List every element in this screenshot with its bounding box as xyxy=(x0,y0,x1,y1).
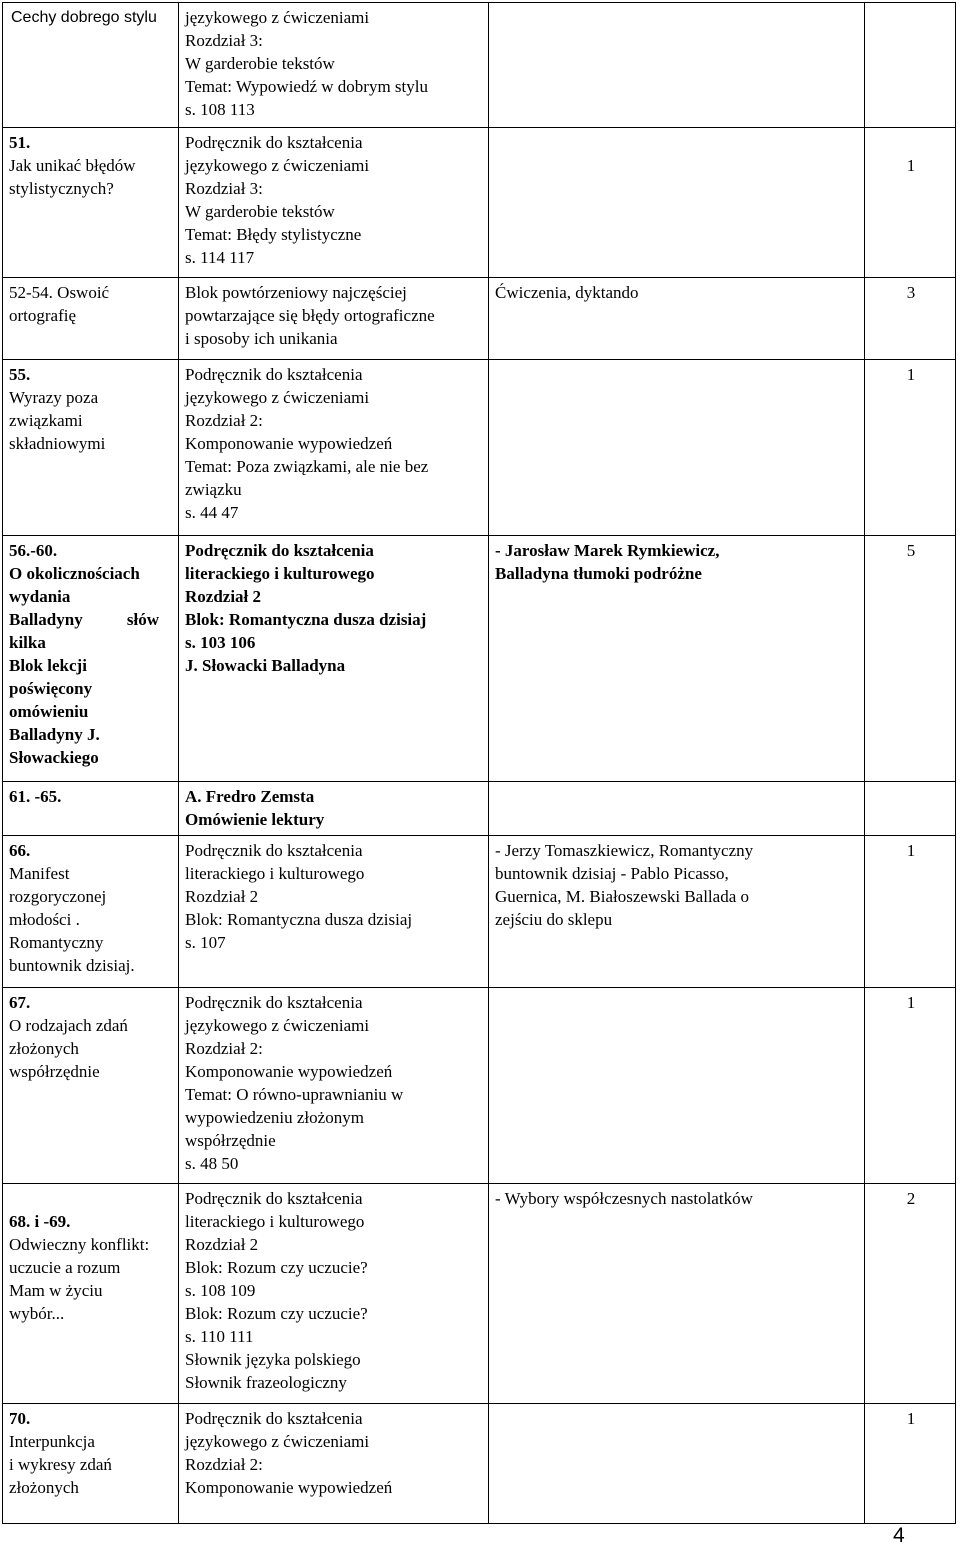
material-line: Temat: Błędy stylistyczne xyxy=(185,225,362,244)
material-line: Podręcznik do kształcenia xyxy=(185,133,363,152)
topic-line: składniowymi xyxy=(9,434,106,453)
topic-line: O rodzajach zdań xyxy=(9,1016,128,1035)
material-line: s. 110 111 xyxy=(185,1327,254,1346)
material-cell xyxy=(179,782,489,836)
topic-line: Balladyny słów xyxy=(9,610,159,629)
activities-cell xyxy=(489,128,865,278)
material-cell xyxy=(179,1184,489,1404)
topic-line: omówieniu xyxy=(9,702,89,721)
material-line: Rozdział 2: xyxy=(185,411,263,430)
topic-line: wybór... xyxy=(9,1304,65,1323)
topic-line: poświęcony xyxy=(9,679,93,698)
material-line: Temat: O równo-uprawnianiu w xyxy=(185,1085,404,1104)
material-line: Podręcznik do kształcenia xyxy=(185,841,363,860)
page-number: 4 xyxy=(893,1524,905,1547)
lesson-number: 70. xyxy=(9,1409,31,1428)
material-line: Podręcznik do kształcenia xyxy=(185,993,363,1012)
topic-cell xyxy=(3,128,179,278)
material-line: powtarzające się błędy ortograficzne xyxy=(185,306,435,325)
lesson-number: 68. i -69. xyxy=(9,1212,71,1231)
topic-line: O okolicznościach xyxy=(9,564,140,583)
activities-cell xyxy=(489,536,865,782)
material-line: Rozdział 2 xyxy=(185,887,259,906)
material-line: Rozdział 3: xyxy=(185,31,263,50)
topic-line: Balladyny J. xyxy=(9,725,100,744)
topic-line: Mam w życiu xyxy=(9,1281,103,1300)
lesson-number: 55. xyxy=(9,365,31,384)
topic-line: Blok lekcji xyxy=(9,656,87,675)
topic-cell xyxy=(3,782,179,836)
material-cell xyxy=(179,836,489,988)
material-line: Podręcznik do kształcenia xyxy=(185,541,374,560)
hours-cell xyxy=(865,128,956,278)
topic-line: 52-54. Oswoić ortografię xyxy=(9,283,110,325)
material-cell xyxy=(179,360,489,536)
material-line: J. Słowacki Balladyna xyxy=(185,656,346,675)
hours-cell: 1 xyxy=(865,1404,956,1524)
hours-cell xyxy=(865,3,956,128)
material-cell xyxy=(179,988,489,1184)
material-line: s. 103 106 xyxy=(185,633,256,652)
material-line: Komponowanie wypowiedzeń xyxy=(185,1062,393,1081)
material-line: literackiego i kulturowego xyxy=(185,1212,365,1231)
table-row xyxy=(3,278,956,360)
activity-line: - Jarosław Marek Rymkiewicz, xyxy=(495,541,720,560)
topic-line: kilka xyxy=(9,633,46,652)
material-line: i sposoby ich unikania xyxy=(185,329,338,348)
table-row xyxy=(3,3,956,128)
topic-line: i wykresy zdań xyxy=(9,1455,112,1474)
material-line: związku xyxy=(185,480,242,499)
hours-cell: 3 xyxy=(865,278,956,360)
activities-cell xyxy=(489,360,865,536)
topic-line: Cechy dobrego stylu xyxy=(11,9,157,26)
topic-line: Wyrazy poza xyxy=(9,388,99,407)
topic-line: Odwieczny konflikt: xyxy=(9,1235,150,1254)
material-line: Słownik frazeologiczny xyxy=(185,1373,347,1392)
table-row xyxy=(3,782,956,836)
topic-line: złożonych xyxy=(9,1478,79,1497)
table-row xyxy=(3,360,956,536)
material-line: s. 48 50 xyxy=(185,1154,239,1173)
table-row xyxy=(3,1184,956,1404)
hours-cell: 1 xyxy=(865,988,956,1184)
topic-line: Słowackiego xyxy=(9,748,99,767)
topic-line: Jak unikać błędów stylistycznych? xyxy=(9,156,136,198)
material-cell xyxy=(179,3,489,128)
activity-line: Ćwiczenia, dyktando xyxy=(495,283,639,302)
material-line: s. 44 47 xyxy=(185,503,239,522)
hours-cell: 5 xyxy=(865,536,956,782)
material-line: Blok: Romantyczna dusza dzisiaj xyxy=(185,910,413,929)
material-line: językowego z ćwiczeniami xyxy=(185,388,370,407)
topic-line: wydania xyxy=(9,587,71,606)
activities-cell xyxy=(489,1404,865,1524)
material-line: współrzędnie xyxy=(185,1131,276,1150)
material-line: Podręcznik do kształcenia xyxy=(185,1189,363,1208)
material-line: Blok powtórzeniowy najczęściej xyxy=(185,283,407,302)
table-row xyxy=(3,988,956,1184)
lesson-number: 56.-60. xyxy=(9,541,58,560)
material-line: Blok: Romantyczna dusza dzisiaj xyxy=(185,610,427,629)
material-line: s. 114 117 xyxy=(185,248,255,267)
material-line: Temat: Wypowiedź w dobrym stylu xyxy=(185,77,428,96)
table-row xyxy=(3,536,956,782)
hours-value: 1 xyxy=(906,156,916,175)
activity-line: Balladyna tłumoki podróżne xyxy=(495,564,702,583)
lesson-number: 66. xyxy=(9,841,31,860)
material-line: s. 108 109 xyxy=(185,1281,256,1300)
material-line: Temat: Poza związkami, ale nie bez xyxy=(185,457,429,476)
activities-cell xyxy=(489,278,865,360)
activity-line: buntownik dzisiaj - Pablo Picasso, xyxy=(495,864,729,883)
material-line: literackiego i kulturowego xyxy=(185,864,365,883)
material-line: Blok: Rozum czy uczucie? xyxy=(185,1304,368,1323)
topic-cell xyxy=(3,3,179,128)
topic-line: Interpunkcja xyxy=(9,1432,95,1451)
topic-line: związkami xyxy=(9,411,83,430)
hours-cell: 2 xyxy=(865,1184,956,1404)
material-line: wypowiedzeniu złożonym xyxy=(185,1108,364,1127)
activities-cell xyxy=(489,836,865,988)
topic-line: złożonych xyxy=(9,1039,79,1058)
material-line: Rozdział 2 xyxy=(185,1235,259,1254)
topic-line: buntownik dzisiaj. xyxy=(9,956,135,975)
topic-cell xyxy=(3,1404,179,1524)
hours-cell: 1 xyxy=(865,360,956,536)
topic-cell xyxy=(3,988,179,1184)
material-line: Słownik języka polskiego xyxy=(185,1350,361,1369)
material-cell xyxy=(179,536,489,782)
hours-cell xyxy=(865,782,956,836)
hours-cell: 1 xyxy=(865,836,956,988)
topic-cell xyxy=(3,360,179,536)
lesson-plan-table xyxy=(2,2,956,1524)
material-line: Rozdział 2 xyxy=(185,587,262,606)
topic-line: Romantyczny xyxy=(9,933,104,952)
material-line: Rozdział 2: xyxy=(185,1455,263,1474)
material-line: Blok: Rozum czy uczucie? xyxy=(185,1258,368,1277)
activity-line: zejściu do sklepu xyxy=(495,910,613,929)
table-row xyxy=(3,128,956,278)
topic-spacer xyxy=(9,1187,174,1210)
activity-line: - Jerzy Tomaszkiewicz, Romantyczny xyxy=(495,841,754,860)
material-line: W garderobie tekstów xyxy=(185,54,335,73)
lesson-number: 61. -65. xyxy=(9,787,62,806)
activities-cell xyxy=(489,988,865,1184)
material-line: Rozdział 2: xyxy=(185,1039,263,1058)
material-line: W garderobie tekstów xyxy=(185,202,335,221)
topic-cell xyxy=(3,836,179,988)
material-line: A. Fredro Zemsta xyxy=(185,787,315,806)
material-line: Komponowanie wypowiedzeń xyxy=(185,1478,393,1497)
material-line: s. 107 xyxy=(185,933,226,952)
activities-cell xyxy=(489,3,865,128)
material-line: Podręcznik do kształcenia xyxy=(185,365,363,384)
material-line: językowego z ćwiczeniami xyxy=(185,156,370,175)
activity-line: Guernica, M. Białoszewski Ballada o xyxy=(495,887,749,906)
topic-line: uczucie a rozum xyxy=(9,1258,121,1277)
material-line: językowego z ćwiczeniami xyxy=(185,8,370,27)
lesson-number: 51. xyxy=(9,133,31,152)
topic-line: współrzędnie xyxy=(9,1062,100,1081)
material-cell xyxy=(179,128,489,278)
activity-line: - Wybory współczesnych nastolatków xyxy=(495,1189,753,1208)
material-line: Komponowanie wypowiedzeń xyxy=(185,434,393,453)
table-row xyxy=(3,836,956,988)
topic-cell xyxy=(3,536,179,782)
material-line: Podręcznik do kształcenia xyxy=(185,1409,363,1428)
material-line: literackiego i kulturowego xyxy=(185,564,375,583)
lesson-number: 67. xyxy=(9,993,31,1012)
topic-line: młodości . xyxy=(9,910,80,929)
material-line: Omówienie lektury xyxy=(185,810,325,829)
material-line: językowego z ćwiczeniami xyxy=(185,1432,370,1451)
activities-cell xyxy=(489,782,865,836)
activities-cell xyxy=(489,1184,865,1404)
topic-line: rozgoryczonej xyxy=(9,887,107,906)
material-line: Rozdział 3: xyxy=(185,179,263,198)
material-cell xyxy=(179,1404,489,1524)
topic-cell xyxy=(3,1184,179,1404)
material-line: s. 108 113 xyxy=(185,100,255,119)
topic-line: Manifest xyxy=(9,864,70,883)
material-line: językowego z ćwiczeniami xyxy=(185,1016,370,1035)
table-row xyxy=(3,1404,956,1524)
topic-cell xyxy=(3,278,179,360)
material-cell xyxy=(179,278,489,360)
